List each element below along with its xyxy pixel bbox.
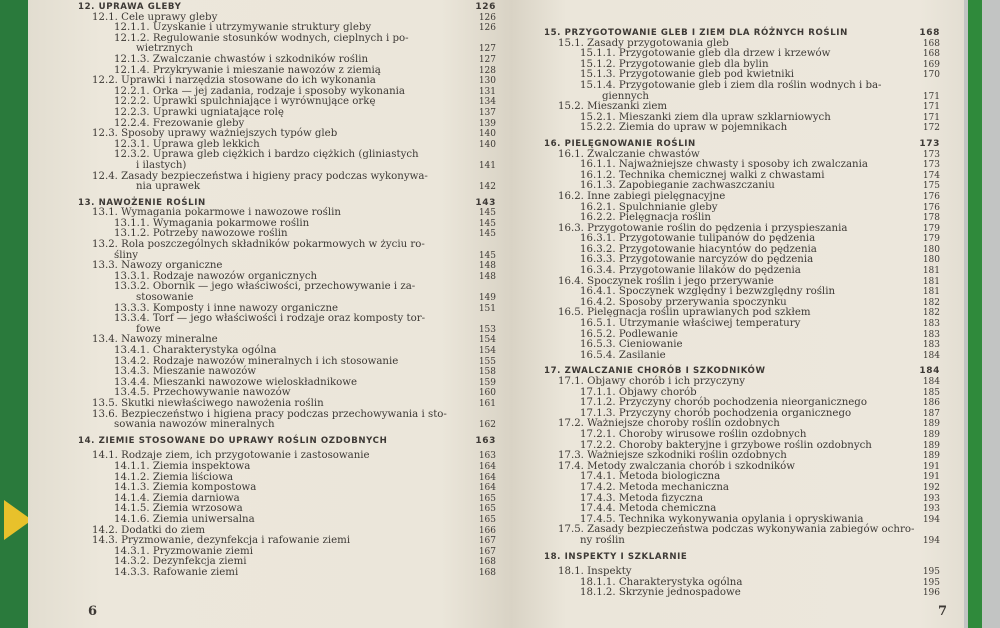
- toc-entry-page: 171: [922, 102, 940, 113]
- toc-entry-title: 16.3. Przygotowanie roślin do pędzenia i przyspieszania: [558, 222, 848, 234]
- toc-entry-page: 141: [478, 160, 496, 171]
- toc-entry-title: 14.3.1. Pryzmowanie ziemi: [114, 545, 253, 557]
- toc-entry-title: 17. ZWALCZANIE CHORÓB I SZKODNIKÓW: [544, 366, 766, 377]
- toc-entry-page: 130: [478, 76, 496, 87]
- toc-entry-page: 126: [478, 12, 496, 23]
- toc-entry-page: 171: [922, 112, 940, 123]
- toc-entry-title: 14.1.6. Ziemia uniwersalna: [114, 513, 255, 525]
- toc-entry-title: 16.5.2. Podlewanie: [580, 328, 678, 340]
- toc-entry-page: 173: [922, 149, 940, 160]
- toc-entry-title: 15.2. Mieszanki ziem: [558, 101, 668, 113]
- toc-entry: [78, 462, 496, 473]
- toc-entry-title: 13.4.4. Mieszanki nawozowe wieloskładnikowe: [114, 376, 358, 388]
- toc-entry-page: 126: [478, 23, 496, 34]
- toc-entry-title: 14.3.2. Dezynfekcja ziemi: [114, 556, 247, 568]
- toc-entry-title: 14. ZIEMIE STOSOWANE DO UPRAWY ROŚLIN OZDOBNYCH: [78, 435, 388, 446]
- toc-entry: [78, 515, 496, 526]
- toc-entry-title: 18.1.2. Skrzynie jednospadowe: [580, 587, 741, 599]
- toc-entry-title: 15.1.4. Przygotowanie gleb i ziem dla roślin wodnych i ba-: [580, 79, 882, 91]
- toc-entry-page: 167: [478, 546, 496, 557]
- toc-entry-title: 18.1.1. Charakterystyka ogólna: [580, 576, 743, 588]
- toc-entry-title: 17.1.3. Przyczyny chorób pochodzenia organicznego: [580, 407, 852, 419]
- toc-entry: [544, 483, 940, 494]
- toc-entry-title: 12.3.2. Uprawa gleb ciężkich i bardzo ciężkich (gliniastych: [114, 149, 419, 161]
- toc-entry-title: 16.2. Inne zabiegi pielęgnacyjne: [558, 190, 726, 202]
- toc-entry: [78, 346, 496, 357]
- toc-entry-page: 191: [922, 461, 940, 472]
- toc-entry-page: 189: [922, 429, 940, 440]
- toc-entry-page: 127: [478, 54, 496, 65]
- toc-entry: [78, 161, 496, 172]
- toc-entry-title: 13.6. Bezpieczeństwo i higiena pracy podczas przechowywania i sto-: [92, 408, 447, 420]
- right-page-number: 7: [938, 604, 948, 619]
- toc-entry-title: 16.4.1. Spoczynek względny i bezwzględny roślin: [580, 286, 836, 298]
- toc-entry: [78, 240, 496, 251]
- toc-entry-title: 13.4.3. Mieszanie nawozów: [114, 366, 257, 378]
- toc-entry-page: 145: [478, 250, 496, 261]
- toc-entry-page: 181: [922, 287, 940, 298]
- toc-chapter-heading: [544, 139, 940, 150]
- toc-entry-page: 182: [922, 297, 940, 308]
- toc-entry-page: 161: [478, 398, 496, 409]
- toc-entry-title: 13.1. Wymagania pokarmowe i nawozowe roślin: [92, 207, 341, 219]
- toc-entry-title: 12.1.1. Uzyskanie i utrzymywanie struktury gleby: [114, 22, 372, 34]
- toc-entry-page: 173: [922, 160, 940, 171]
- toc-entry-title: 16.5.3. Cieniowanie: [580, 339, 683, 351]
- toc-entry-page: 131: [478, 86, 496, 97]
- toc-entry-title: 12.1.3. Zwalczanie chwastów i szkodników roślin: [114, 53, 369, 65]
- toc-entry-page: 165: [478, 504, 496, 515]
- toc-entry-page: 166: [478, 525, 496, 536]
- toc-entry-page: 139: [478, 118, 496, 129]
- toc-entry-page: 169: [922, 59, 940, 70]
- toc-entry-page: 140: [478, 129, 496, 140]
- toc-entry-title: 13.3.2. Obornik — jego właściwości, przechowywanie i za-: [114, 281, 416, 293]
- toc-entry-title: 13.5. Skutki niewłaściwego nawożenia roślin: [92, 397, 324, 409]
- toc-entry-title: 16.5. Pielęgnacja roślin uprawianych pod szkłem: [558, 307, 811, 319]
- toc-entry-title: 12.2.3. Uprawki ugniatające rolę: [114, 106, 284, 118]
- toc-entry-page: 164: [478, 461, 496, 472]
- toc-entry-title: 13.3. Nawozy organiczne: [92, 260, 223, 272]
- toc-entry-page: 170: [922, 70, 940, 81]
- toc-entry-title: 13.2. Rola poszczególnych składników pokarmowych w życiu ro-: [92, 239, 425, 251]
- toc-entry-title: 13.1.1. Wymagania pokarmowe roślin: [114, 217, 310, 229]
- toc-entry-page: 187: [922, 408, 940, 419]
- toc-entry-page: 151: [478, 303, 496, 314]
- toc-entry-page: 184: [922, 377, 940, 387]
- book-cover-edge-right: [960, 0, 1000, 628]
- toc-entry-page: 191: [922, 472, 940, 483]
- left-page: [28, 0, 514, 628]
- cover-green-strip: [968, 0, 982, 628]
- toc-entry-page: 163: [475, 435, 496, 446]
- toc-entry-title: 14.1.3. Ziemia kompostowa: [114, 482, 257, 494]
- toc-entry-title: 17.1.1. Objawy chorób: [580, 386, 697, 398]
- toc-entry: [78, 182, 496, 193]
- toc-entry-page: 173: [919, 138, 940, 149]
- toc-entry-page: 185: [922, 387, 940, 398]
- toc-entry-title: 17.1.2. Przyczyny chorób pochodzenia nieorganicznego: [580, 397, 867, 409]
- toc-entry-page: 184: [919, 366, 940, 377]
- toc-entry: [544, 123, 940, 134]
- toc-entry: [78, 108, 496, 119]
- toc-entry-title: 13.1.2. Potrzeby nawozowe roślin: [114, 228, 288, 240]
- toc-entry-page: 192: [922, 482, 940, 493]
- toc-entry-title: 15.1. Zasady przygotowania gleb: [558, 37, 729, 49]
- toc-entry-title: 12.3.1. Uprawa gleb lekkich: [114, 138, 260, 150]
- toc-entry-page: 164: [478, 483, 496, 494]
- toc-entry-page: 143: [475, 197, 496, 208]
- toc-entry-page: 168: [919, 28, 940, 38]
- toc-entry-title: 12.3. Sposoby uprawy ważniejszych typów gleb: [92, 128, 338, 140]
- toc-entry-title: 16.1.1. Najważniejsze chwasty i sposoby ich zwalczania: [580, 159, 868, 171]
- toc-entry-title: 13.4.2. Rodzaje nawozów mineralnych i ich stosowanie: [114, 355, 399, 367]
- toc-entry-page: 149: [478, 293, 496, 304]
- toc-entry-title: 12.1.4. Przykrywanie i mieszanie nawozów z ziemią: [114, 64, 381, 76]
- toc-entry-title: 12.1. Cele uprawy gleby: [92, 11, 218, 23]
- toc-entry-title: 16.1.2. Technika chemicznej walki z chwastami: [580, 169, 825, 181]
- toc-entry: [78, 420, 496, 431]
- toc-entry-title: 18. INSPEKTY I SZKLARNIE: [544, 551, 688, 562]
- toc-entry-title: 16.3.1. Przygotowanie tulipanów do pędzenia: [580, 233, 816, 245]
- toc-entry-title: 16.2.2. Pielęgnacja roślin: [580, 212, 711, 224]
- toc-entry-page: 134: [478, 97, 496, 108]
- toc-entry-title: 17.2.1. Choroby wirusowe roślin ozdobnych: [580, 428, 807, 440]
- toc-entry-page: 180: [922, 255, 940, 266]
- toc-entry-title: 17.4.5. Technika wykonywania opylania i opryskiwania: [580, 513, 864, 525]
- toc-entry-title: 16.5.1. Utrzymanie właściwej temperatury: [580, 318, 801, 330]
- toc-chapter-heading: [78, 436, 496, 447]
- toc-entry-page: 195: [922, 577, 940, 588]
- toc-entry-title: 12.2.2. Uprawki spulchniające i wyrównujące orkę: [114, 96, 376, 108]
- toc-entry-page: 184: [922, 350, 940, 361]
- toc-entry-title: stosowanie: [136, 292, 194, 304]
- toc-entry-title: 17.4.2. Metoda mechaniczna: [580, 481, 729, 493]
- left-page-number: 6: [88, 604, 98, 619]
- toc-entry-title: 16.5.4. Zasilanie: [580, 349, 666, 361]
- toc-entry-title: 13.4.5. Przechowywanie nawozów: [114, 387, 291, 399]
- toc-entry-title: 14.3. Pryzmowanie, dezynfekcja i rafowanie ziemi: [92, 535, 351, 547]
- toc-entry-page: 168: [478, 567, 496, 578]
- toc-entry-title: 16. PIELĘGNOWANIE ROŚLIN: [544, 138, 696, 149]
- toc-entry-page: 194: [922, 514, 940, 525]
- toc-entry-title: 17.4.3. Metoda fizyczna: [580, 492, 704, 504]
- toc-entry-title: 18.1. Inspekty: [558, 566, 632, 578]
- toc-entry-page: 164: [478, 472, 496, 483]
- toc-entry-title: 16.3.3. Przygotowanie narcyzów do pędzenia: [580, 254, 814, 266]
- toc-entry-page: 193: [922, 493, 940, 504]
- toc-entry-page: 128: [478, 65, 496, 76]
- toc-entry-page: 168: [922, 38, 940, 49]
- toc-chapter-heading: [544, 28, 940, 39]
- toc-entry-title: 14.1.2. Ziemia liściowa: [114, 471, 234, 483]
- toc-entry-title: 13.3.3. Komposty i inne nawozy organiczne: [114, 302, 339, 314]
- toc-entry-page: 182: [922, 308, 940, 319]
- toc-entry-title: 13.3.1. Rodzaje nawozów organicznych: [114, 270, 318, 282]
- toc-entry-title: giennych: [602, 90, 649, 102]
- toc-entry-page: 175: [922, 181, 940, 192]
- toc-entry-page: 178: [922, 213, 940, 224]
- toc-entry-title: 12.2.4. Frezowanie gleby: [114, 117, 245, 129]
- toc-entry-title: 12.1.2. Regulowanie stosunków wodnych, cieplnych i po-: [114, 32, 409, 44]
- toc-entry: [544, 81, 940, 92]
- toc-entry-title: 15.2.1. Mieszanki ziem dla upraw szklarniowych: [580, 111, 831, 123]
- toc-entry-page: 154: [478, 346, 496, 356]
- toc-entry-page: 167: [478, 536, 496, 547]
- toc-entry-page: 158: [478, 367, 496, 378]
- toc-entry-page: 155: [478, 356, 496, 367]
- toc-entry-title: 17.4. Metody zwalczania chorób i szkodników: [558, 460, 795, 472]
- toc-entry-page: 168: [922, 49, 940, 60]
- toc-entry-page: 165: [478, 514, 496, 525]
- toc-entry-title: 16.4.2. Sposoby przerywania spoczynku: [580, 296, 787, 308]
- toc-entry-page: 193: [922, 504, 940, 515]
- toc-entry-page: 180: [922, 244, 940, 255]
- toc-entry-title: 14.2. Dodatki do ziem: [92, 524, 206, 536]
- toc-entry-title: 15.1.3. Przygotowanie gleb pod kwietniki: [580, 69, 794, 81]
- toc-entry-title: 14.1. Rodzaje ziem, ich przygotowanie i zastosowanie: [92, 450, 370, 462]
- toc-entry-page: 171: [922, 91, 940, 102]
- toc-entry-title: 17.4.1. Metoda biologiczna: [580, 471, 721, 483]
- toc-entry-title: wietrznych: [136, 43, 193, 55]
- toc-entry-page: 189: [922, 440, 940, 451]
- toc-entry-title: 17.2. Ważniejsze choroby roślin ozdobnych: [558, 418, 780, 430]
- toc-entry-title: 17.5. Zasady bezpieczeństwa podczas wykonywania zabiegów ochro-: [558, 524, 915, 536]
- toc-entry: [544, 536, 940, 547]
- toc-entry-page: 163: [478, 451, 496, 462]
- toc-entry-page: 145: [478, 218, 496, 229]
- toc-entry-title: 15. PRZYGOTOWANIE GLEB I ZIEM DLA RÓŻNYCH ROŚLIN: [544, 28, 848, 38]
- left-toc: [78, 2, 496, 578]
- toc-entry-title: 16.2.1. Spulchnianie gleby: [580, 201, 718, 213]
- toc-entry-page: 174: [922, 170, 940, 181]
- toc-entry-title: 13. NAWOŻENIE ROŚLIN: [78, 197, 206, 208]
- toc-entry-title: 16.3.2. Przygotowanie hiacyntów do pędzenia: [580, 243, 817, 255]
- toc-entry-title: 14.3.3. Rafowanie ziemi: [114, 566, 239, 578]
- toc-entry-title: 16.3.4. Przygotowanie lilaków do pędzenia: [580, 265, 801, 277]
- toc-entry-title: 14.1.4. Ziemia darniowa: [114, 492, 240, 504]
- toc-entry-page: 126: [475, 2, 496, 12]
- toc-entry-page: 162: [478, 420, 496, 431]
- toc-entry-title: 13.4. Nawozy mineralne: [92, 334, 218, 346]
- toc-entry-title: 17.1. Objawy chorób i ich przyczyny: [558, 376, 746, 387]
- toc-entry-page: 160: [478, 388, 496, 399]
- toc-entry-page: 189: [922, 451, 940, 462]
- toc-entry-page: 176: [922, 202, 940, 213]
- toc-entry-page: 179: [922, 234, 940, 245]
- toc-entry-title: i ilastych): [136, 159, 187, 171]
- toc-entry-page: 183: [922, 319, 940, 330]
- toc-entry-title: 14.1.5. Ziemia wrzosowa: [114, 503, 243, 515]
- toc-entry: [544, 430, 940, 441]
- toc-entry: [544, 351, 940, 362]
- toc-entry-page: 148: [478, 261, 496, 272]
- toc-entry-title: 12.2. Uprawki i narzędzia stosowane do ich wykonania: [92, 75, 376, 87]
- toc-entry-page: 194: [922, 535, 940, 546]
- toc-entry: [78, 55, 496, 66]
- toc-entry-page: 153: [478, 324, 496, 335]
- toc-entry-title: 16.1.3. Zapobieganie zachwaszczaniu: [580, 180, 775, 192]
- toc-entry-page: 183: [922, 340, 940, 351]
- toc-entry-page: 172: [922, 123, 940, 134]
- toc-entry: [78, 568, 496, 579]
- toc-entry-page: 189: [922, 419, 940, 430]
- toc-entry-title: 12.2.1. Orka — jej zadania, rodzaje i sposoby wykonania: [114, 85, 405, 97]
- toc-entry-page: 159: [478, 377, 496, 388]
- toc-entry-title: 14.1.1. Ziemia inspektowa: [114, 460, 251, 472]
- toc-entry-title: 12.4. Zasady bezpieczeństwa i higieny pracy podczas wykonywa-: [92, 170, 428, 182]
- toc-entry-title: 17.4.4. Metoda chemiczna: [580, 503, 717, 515]
- toc-entry-title: ny roślin: [580, 534, 625, 546]
- toc-entry-page: 195: [922, 567, 940, 578]
- toc-entry-title: 15.2.2. Ziemia do upraw w pojemnikach: [580, 122, 788, 134]
- toc-entry-page: 186: [922, 398, 940, 409]
- right-page: [512, 0, 964, 628]
- toc-entry-page: 137: [478, 107, 496, 118]
- toc-entry-title: 15.1.1. Przygotowanie gleb dla drzew i krzewów: [580, 48, 831, 60]
- toc-entry-page: 145: [478, 208, 496, 219]
- toc-entry-page: 176: [922, 191, 940, 202]
- toc-entry-page: 148: [478, 271, 496, 282]
- toc-entry-page: 168: [478, 557, 496, 568]
- toc-entry: [544, 588, 940, 599]
- toc-entry: [544, 377, 940, 388]
- toc-entry-title: 16.4. Spoczynek roślin i jego przerywanie: [558, 275, 774, 287]
- toc-entry-page: 196: [922, 588, 940, 599]
- toc-entry: [78, 399, 496, 410]
- toc-entry-page: 181: [922, 266, 940, 277]
- toc-entry-title: 16.1. Zwalczanie chwastów: [558, 148, 700, 160]
- toc-entry-title: fowe: [136, 323, 161, 335]
- toc-entry-title: nia uprawek: [136, 181, 201, 193]
- toc-entry-page: 181: [922, 276, 940, 287]
- toc-entry-page: 142: [478, 182, 496, 193]
- toc-entry-page: 183: [922, 329, 940, 340]
- toc-entry-title: 17.2.2. Choroby bakteryjne i grzybowe roślin ozdobnych: [580, 439, 872, 451]
- right-toc: [544, 18, 940, 599]
- toc-entry-page: 140: [478, 139, 496, 150]
- toc-entry-title: 13.4.1. Charakterystyka ogólna: [114, 345, 277, 356]
- toc-entry-title: 12. UPRAWA GLEBY: [78, 2, 182, 12]
- toc-entry-page: 154: [478, 335, 496, 346]
- toc-entry-title: 17.3. Ważniejsze szkodniki roślin ozdobnych: [558, 450, 787, 462]
- toc-entry-page: 127: [478, 44, 496, 55]
- toc-entry-page: 179: [922, 223, 940, 234]
- toc-entry-title: 15.1.2. Przygotowanie gleb dla bylin: [580, 58, 769, 70]
- toc-entry-page: 165: [478, 493, 496, 504]
- toc-entry-page: 145: [478, 229, 496, 240]
- toc-chapter-heading: [78, 2, 496, 13]
- toc-entry-title: 13.3.4. Torf — jego właściwości i rodzaje oraz komposty tor-: [114, 313, 426, 325]
- toc-chapter-heading: [544, 552, 940, 563]
- toc-entry-title: śliny: [114, 249, 139, 261]
- toc-entry-title: sowania nawozów mineralnych: [114, 419, 275, 431]
- toc-entry: [544, 192, 940, 203]
